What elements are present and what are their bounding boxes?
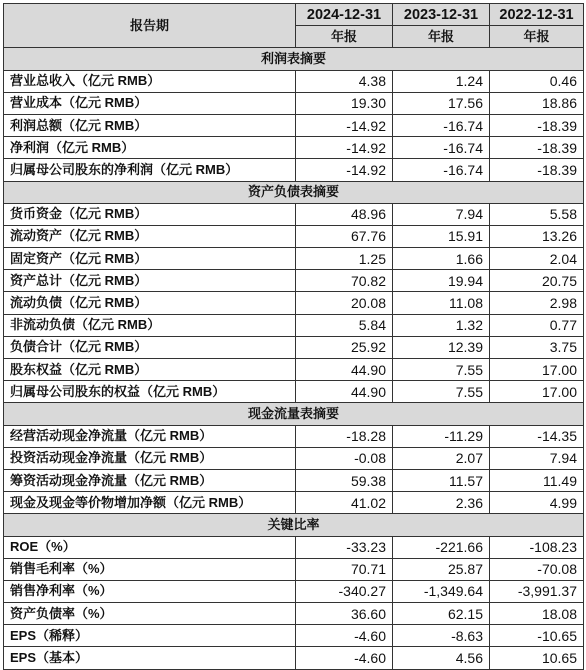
- row-value: 11.57: [393, 469, 490, 491]
- section-header-row: [4, 181, 584, 203]
- row-value: -10.65: [490, 625, 584, 647]
- table-row: [4, 92, 584, 114]
- table-row: [4, 248, 584, 270]
- row-value: 11.49: [490, 469, 584, 491]
- table-row: [4, 492, 584, 514]
- row-value: 4.99: [490, 492, 584, 514]
- table-row: [4, 137, 584, 159]
- table-row: [4, 292, 584, 314]
- row-label: 营业成本（亿元 RMB）: [4, 92, 296, 114]
- period-date-2022: 2022-12-31: [490, 4, 584, 26]
- row-value: 44.90: [296, 381, 393, 403]
- row-value: -16.74: [393, 114, 490, 136]
- row-value: 4.56: [393, 647, 490, 669]
- row-value: 7.55: [393, 381, 490, 403]
- report-type-2023: 年报: [393, 26, 490, 48]
- row-value: -33.23: [296, 536, 393, 558]
- table-row: [4, 469, 584, 491]
- row-value: 67.76: [296, 225, 393, 247]
- table-row: [4, 203, 584, 225]
- row-value: 5.84: [296, 314, 393, 336]
- row-value: 19.94: [393, 270, 490, 292]
- row-value: -4.60: [296, 647, 393, 669]
- row-value: 7.94: [393, 203, 490, 225]
- row-value: 7.55: [393, 359, 490, 381]
- row-value: 62.15: [393, 603, 490, 625]
- table-row: [4, 558, 584, 580]
- table-row: [4, 159, 584, 181]
- row-value: -14.35: [490, 425, 584, 447]
- row-value: 25.92: [296, 336, 393, 358]
- row-value: 17.00: [490, 359, 584, 381]
- row-value: -108.23: [490, 536, 584, 558]
- row-value: -4.60: [296, 625, 393, 647]
- row-value: 1.66: [393, 248, 490, 270]
- section-title: 关键比率: [4, 514, 584, 536]
- period-date-2023: 2023-12-31: [393, 4, 490, 26]
- row-value: 17.00: [490, 381, 584, 403]
- row-label: 股东权益（亿元 RMB）: [4, 359, 296, 381]
- row-value: 36.60: [296, 603, 393, 625]
- report-type-2022: 年报: [490, 26, 584, 48]
- row-value: 15.91: [393, 225, 490, 247]
- row-value: -16.74: [393, 137, 490, 159]
- row-value: 1.25: [296, 248, 393, 270]
- row-value: -14.92: [296, 159, 393, 181]
- row-value: -18.39: [490, 114, 584, 136]
- table-row: [4, 647, 584, 669]
- table-row: [4, 603, 584, 625]
- row-value: 70.82: [296, 270, 393, 292]
- row-value: -18.39: [490, 137, 584, 159]
- row-value: 2.04: [490, 248, 584, 270]
- row-label: 营业总收入（亿元 RMB）: [4, 70, 296, 92]
- row-value: -18.39: [490, 159, 584, 181]
- row-value: 7.94: [490, 447, 584, 469]
- section-title: 资产负债表摘要: [4, 181, 584, 203]
- row-label: 非流动负债（亿元 RMB）: [4, 314, 296, 336]
- row-value: 18.86: [490, 92, 584, 114]
- table-row: [4, 580, 584, 602]
- row-value: -8.63: [393, 625, 490, 647]
- row-value: 20.75: [490, 270, 584, 292]
- row-value: 18.08: [490, 603, 584, 625]
- row-value: 20.08: [296, 292, 393, 314]
- financial-summary-table: [3, 3, 584, 670]
- row-label: 归属母公司股东的净利润（亿元 RMB）: [4, 159, 296, 181]
- row-label: 流动负债（亿元 RMB）: [4, 292, 296, 314]
- row-label: EPS（稀释）: [4, 625, 296, 647]
- table-row: [4, 447, 584, 469]
- row-value: 5.58: [490, 203, 584, 225]
- report-period-header: 报告期: [4, 4, 296, 48]
- row-label: 资产负债率（%）: [4, 603, 296, 625]
- table-row: [4, 336, 584, 358]
- section-header-row: [4, 403, 584, 425]
- row-label: ROE（%）: [4, 536, 296, 558]
- row-label: 现金及现金等价物增加净额（亿元 RMB）: [4, 492, 296, 514]
- table-row: [4, 225, 584, 247]
- row-value: -16.74: [393, 159, 490, 181]
- row-value: 13.26: [490, 225, 584, 247]
- table-row: [4, 114, 584, 136]
- row-label: 归属母公司股东的权益（亿元 RMB）: [4, 381, 296, 403]
- row-label: 销售毛利率（%）: [4, 558, 296, 580]
- row-value: 2.07: [393, 447, 490, 469]
- row-value: -18.28: [296, 425, 393, 447]
- row-value: 3.75: [490, 336, 584, 358]
- table-body: [4, 48, 584, 669]
- row-value: 0.77: [490, 314, 584, 336]
- row-value: 11.08: [393, 292, 490, 314]
- row-value: 19.30: [296, 92, 393, 114]
- row-value: 25.87: [393, 558, 490, 580]
- row-label: EPS（基本）: [4, 647, 296, 669]
- row-value: -14.92: [296, 137, 393, 159]
- row-label: 销售净利率（%）: [4, 580, 296, 602]
- row-value: 44.90: [296, 359, 393, 381]
- row-label: 利润总额（亿元 RMB）: [4, 114, 296, 136]
- row-value: -70.08: [490, 558, 584, 580]
- row-value: 17.56: [393, 92, 490, 114]
- table-row: [4, 359, 584, 381]
- row-label: 固定资产（亿元 RMB）: [4, 248, 296, 270]
- row-value: 70.71: [296, 558, 393, 580]
- row-value: 10.65: [490, 647, 584, 669]
- row-value: 41.02: [296, 492, 393, 514]
- section-header-row: [4, 48, 584, 70]
- table-row: [4, 381, 584, 403]
- row-value: -1,349.64: [393, 580, 490, 602]
- row-value: -3,991.37: [490, 580, 584, 602]
- row-label: 货币资金（亿元 RMB）: [4, 203, 296, 225]
- row-value: -340.27: [296, 580, 393, 602]
- row-label: 净利润（亿元 RMB）: [4, 137, 296, 159]
- row-value: 2.36: [393, 492, 490, 514]
- table-row: [4, 270, 584, 292]
- row-label: 流动资产（亿元 RMB）: [4, 225, 296, 247]
- row-value: 2.98: [490, 292, 584, 314]
- row-value: 1.24: [393, 70, 490, 92]
- row-value: -14.92: [296, 114, 393, 136]
- row-label: 负债合计（亿元 RMB）: [4, 336, 296, 358]
- period-date-2024: 2024-12-31: [296, 4, 393, 26]
- table-row: [4, 314, 584, 336]
- row-value: 4.38: [296, 70, 393, 92]
- row-value: 12.39: [393, 336, 490, 358]
- row-value: 48.96: [296, 203, 393, 225]
- row-value: -221.66: [393, 536, 490, 558]
- row-label: 经营活动现金净流量（亿元 RMB）: [4, 425, 296, 447]
- row-value: 0.46: [490, 70, 584, 92]
- section-title: 现金流量表摘要: [4, 403, 584, 425]
- table-row: [4, 425, 584, 447]
- row-value: 59.38: [296, 469, 393, 491]
- section-header-row: [4, 514, 584, 536]
- row-value: -11.29: [393, 425, 490, 447]
- row-label: 筹资活动现金净流量（亿元 RMB）: [4, 469, 296, 491]
- section-title: 利润表摘要: [4, 48, 584, 70]
- financial-summary: [3, 3, 584, 670]
- table-row: [4, 70, 584, 92]
- table-row: [4, 625, 584, 647]
- row-value: 1.32: [393, 314, 490, 336]
- row-label: 投资活动现金净流量（亿元 RMB）: [4, 447, 296, 469]
- table-header: [4, 4, 584, 48]
- table-row: [4, 536, 584, 558]
- report-type-2024: 年报: [296, 26, 393, 48]
- row-label: 资产总计（亿元 RMB）: [4, 270, 296, 292]
- row-value: -0.08: [296, 447, 393, 469]
